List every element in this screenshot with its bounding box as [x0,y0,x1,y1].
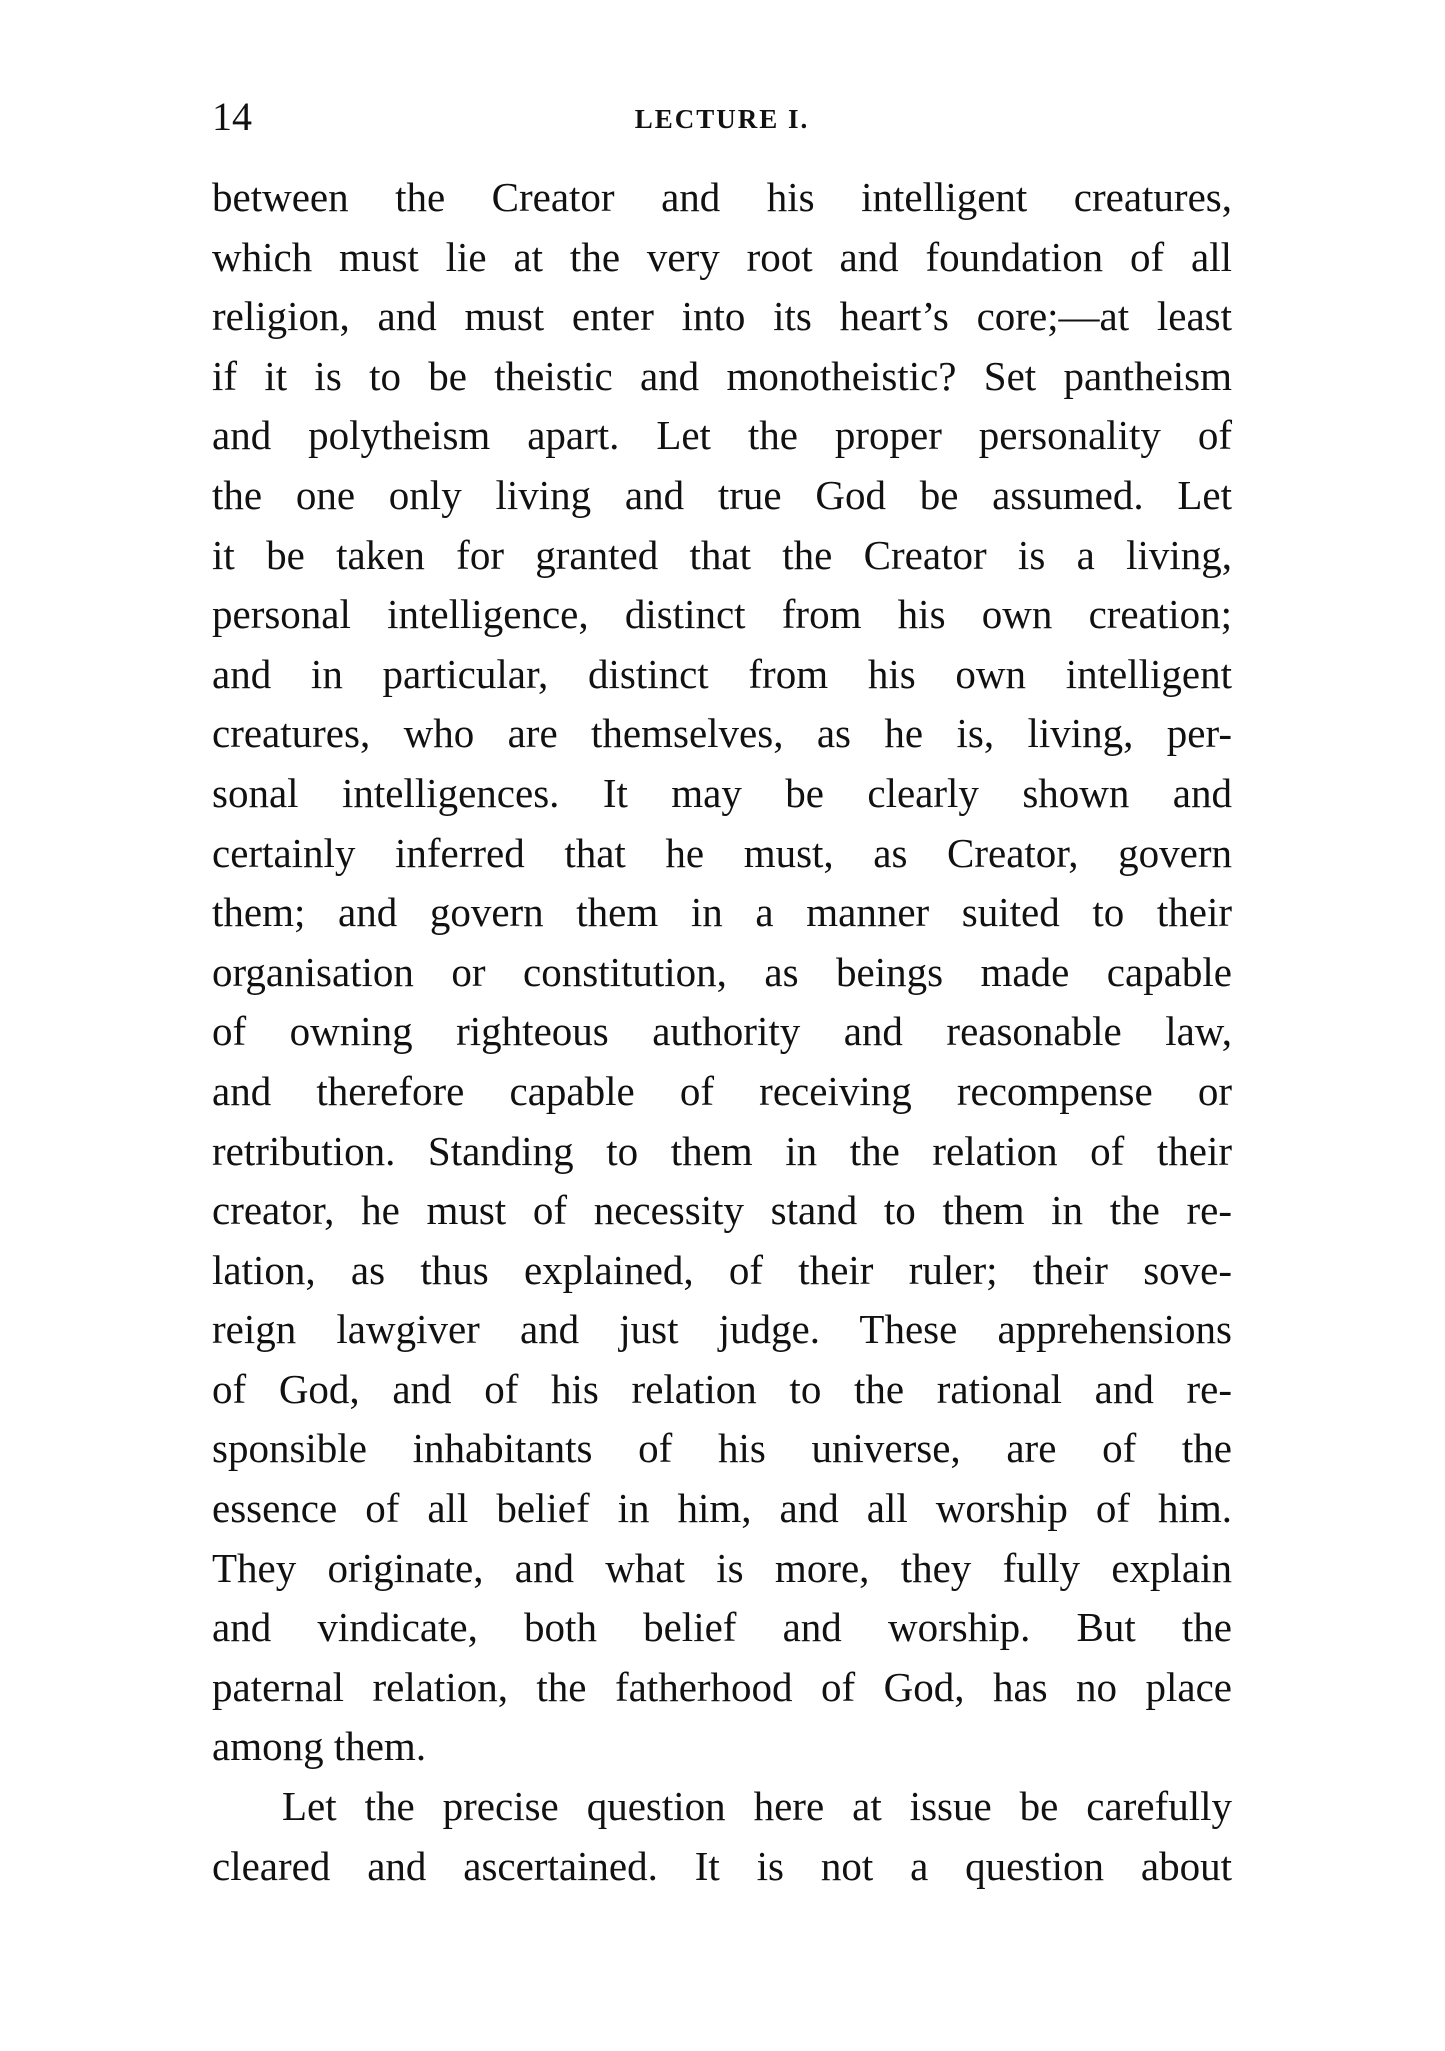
text-line: and polytheism apart. Let the proper personality of [212,412,1232,459]
running-head: LECTURE I. [634,104,810,134]
text-line: and in particular, distinct from his own intelligent [212,650,1232,697]
paragraph-end-line: among them. [212,1723,427,1770]
text-line: lation, as thus explained, of their ruler; their sove- [212,1246,1232,1293]
text-line: cleared and ascertained. It is not a question about [212,1842,1232,1889]
text-line: which must lie at the very root and foundation of all [212,233,1232,280]
text-line: personal intelligence, distinct from his own creation; [212,591,1232,638]
text-line: of God, and of his relation to the rational and re- [212,1365,1232,1412]
text-line: the one only living and true God be assumed. Let [212,471,1232,518]
text-line: sonal intelligences. It may be clearly shown and [212,769,1232,816]
page-number: 14 [212,94,252,139]
text-line: essence of all belief in him, and all worship of him. [212,1485,1232,1532]
body-text [212,168,1232,1896]
paragraph-start-line: Let the precise question here at issue be carefully [282,1783,1232,1830]
text-line: and therefore capable of receiving recompense or [212,1067,1232,1114]
text-line: religion, and must enter into its heart’s core;—at least [212,293,1232,340]
text-line: creatures, who are themselves, as he is, living, per- [212,710,1232,757]
text-line: certainly inferred that he must, as Creator, govern [212,829,1232,876]
text-line: between the Creator and his intelligent creatures, [212,174,1232,220]
text-line: sponsible inhabitants of his universe, are of the [212,1425,1232,1472]
page-header [212,92,1232,142]
text-line: paternal relation, the fatherhood of God, has no place [212,1663,1232,1710]
text-line: retribution. Standing to them in the relation of their [212,1127,1232,1174]
text-line: of owning righteous authority and reasonable law, [212,1008,1232,1055]
text-line: if it is to be theistic and monotheistic? Set pantheism [212,352,1232,399]
text-line: them; and govern them in a manner suited to their [212,889,1232,936]
text-line: and vindicate, both belief and worship. But the [212,1604,1232,1651]
text-line: it be taken for granted that the Creator is a living, [212,531,1232,578]
text-line: creator, he must of necessity stand to them in the re- [212,1187,1232,1234]
text-line: They originate, and what is more, they fully explain [212,1544,1232,1591]
text-line: reign lawgiver and just judge. These apprehensions [212,1306,1232,1353]
text-line: organisation or constitution, as beings made capable [212,948,1232,995]
